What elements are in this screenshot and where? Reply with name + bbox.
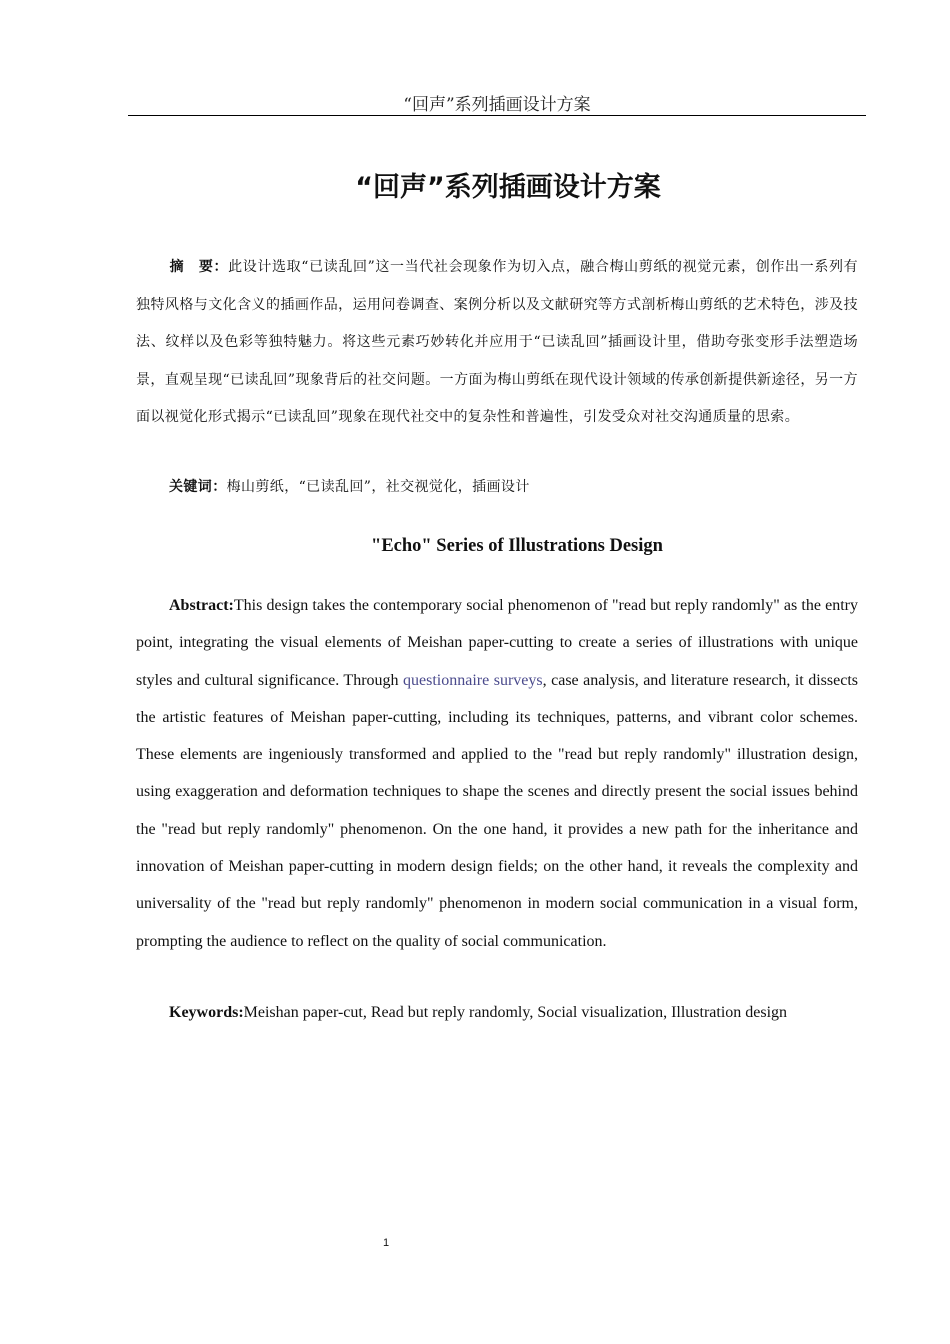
chinese-keywords-text: 梅山剪纸，“已读乱回”，社交视觉化，插画设计 — [226, 479, 530, 495]
english-abstract-text-part2: , case analysis, and literature research, it dissects the artistic features of Meishan paper-cutting, including its techniques, patterns, and vibrant color schemes. These elements are ingeniously transformed and applied to the "read but reply randomly" illustration design, using exaggeration and deformation techniques to shape the scenes and directly present the social issues behind the "read but reply randomly" phenomenon. On the one hand, it provides a new path for the inheritance and innovation of Meishan paper-cutting in modern design fields; on the other hand, it reveals the complexity and universality of the "read but reply randomly" phenomenon in modern social communication in a visual form, prompting the audience to reflect on the quality of social communication. — [136, 671, 859, 950]
header-rule — [128, 115, 866, 116]
chinese-title: “回声”系列插画设计方案 — [355, 172, 661, 203]
chinese-keywords — [169, 474, 859, 500]
chinese-abstract-text: 此设计选取“已读乱回”这一当代社会现象作为切入点，融合梅山剪纸的视觉元素，创作出一系列有独特风格与文化含义的插画作品，运用问卷调查、案例分析以及文献研究等方式剖析梅山剪纸的艺术特色，涉及技法、纹样以及色彩等独特魅力。将这些元素巧妙转化并应用于“已读乱回”插画设计里，借助夸张变形手法塑造场景，直观呈现“已读乱回”现象背后的社交问题。一方面为梅山剪纸在现代设计领域的传承创新提供新途径，另一方面以视觉化形式揭示“已读乱回”现象在现代社交中的复杂性和普遍性，引发受众对社交沟通质量的思索。 — [136, 259, 858, 425]
english-abstract-text-part1: This design takes the contemporary social phenomenon of "read but reply randomly" as the entry point, integrating the visual elements of Meishan paper-cutting to create a series of illustrations with unique styles and cultural significance. Through — [136, 597, 858, 689]
chinese-abstract-label: 摘 要： — [169, 259, 229, 275]
english-keywords-text: Meishan paper-cut, Read but reply randomly, Social visualization, Illustration design — [243, 1004, 788, 1021]
english-abstract — [136, 587, 858, 960]
page-number: 1 — [382, 1237, 390, 1249]
chinese-abstract — [136, 249, 858, 437]
english-abstract-label: Abstract: — [169, 597, 234, 614]
english-keywords — [169, 1001, 869, 1025]
chinese-keywords-label: 关键词： — [169, 479, 227, 495]
questionnaire-surveys-link[interactable]: questionnaire surveys — [403, 671, 543, 689]
running-header: “回声”系列插画设计方案 — [403, 95, 591, 115]
english-keywords-label: Keywords: — [169, 1004, 244, 1021]
english-title: "Echo" Series of Illustrations Design — [371, 536, 663, 556]
